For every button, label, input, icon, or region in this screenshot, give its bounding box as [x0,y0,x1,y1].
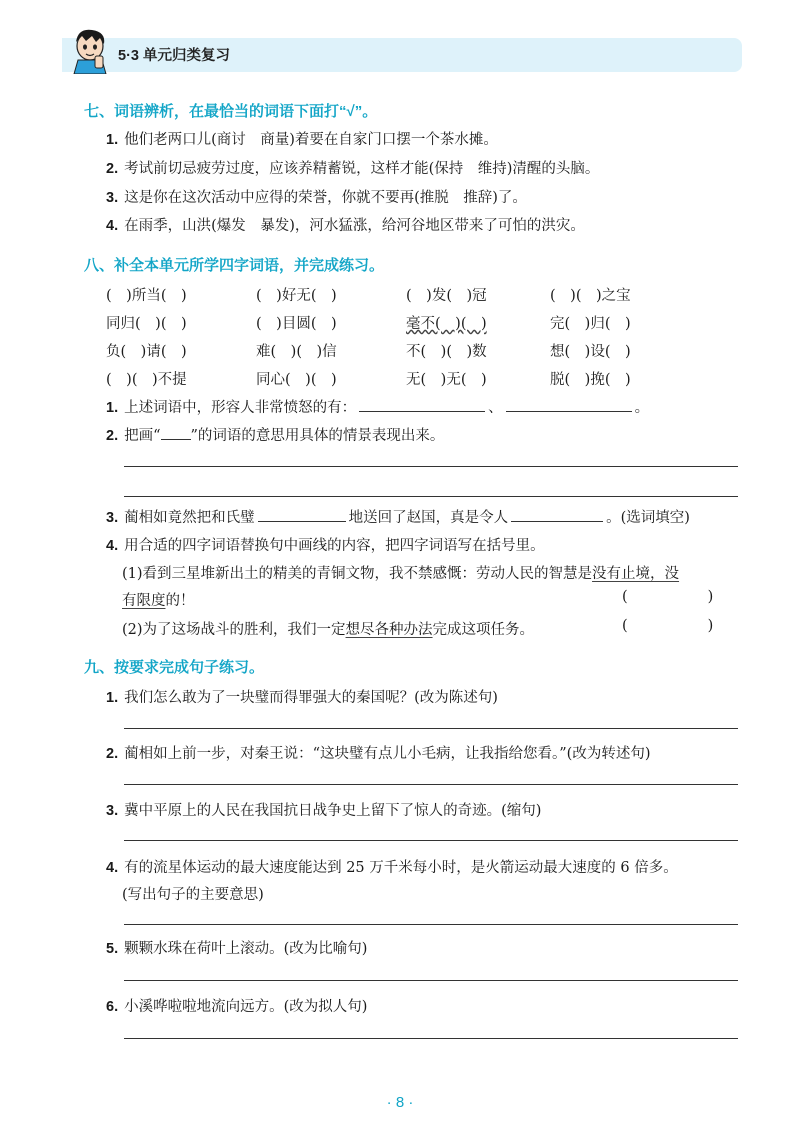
q4-answer-paren-1[interactable] [622,589,713,605]
answer-line[interactable] [124,784,738,785]
wavy-mark-sample [161,426,191,440]
q4-s2-text: (2)为了这场战斗的胜利，我们一定 [122,622,346,638]
item-number: 4. [106,860,119,876]
section7-item-4 [106,214,585,235]
q4-s1-underlined: 没有止境，没 [592,566,680,582]
paren-open: ( [622,589,628,605]
item-number: 2. [106,161,119,177]
item-text: 我们怎么敢为了一块璧而得罪强大的秦国呢？(改为陈述句) [124,690,498,706]
answer-line[interactable] [124,496,738,497]
q1-text: 上述词语中，形容人非常愤怒的有： [124,400,357,416]
paren-close: ) [707,618,714,634]
item-text: 他们老两口儿(商讨 商量)着要在自家门口摆一个茶水摊。 [124,132,498,148]
item-text: 蔺相如上前一步，对秦王说：“这块璧有点儿小毛病，让我指给您看。”(改为转述句) [124,746,651,762]
answer-line[interactable] [124,466,738,467]
answer-line[interactable] [124,1038,738,1039]
idiom-cell[interactable]: 同归( )( ) [106,316,187,332]
section9-item-3 [106,799,541,820]
answer-line[interactable] [124,924,738,925]
item-number: 1. [106,690,119,706]
item-number: 1. [106,132,119,148]
idiom-cell[interactable]: 完( )归( ) [550,316,631,332]
section9-item-1 [106,686,498,707]
idiom-cell[interactable]: 想( )设( ) [550,344,631,360]
item-text: 在雨季，山洪(爆发 暴发)，河水猛涨，给河谷地区带来了可怕的洪灾。 [124,218,585,234]
q4-text: 用合适的四字词语替换句中画线的内容，把四字词语写在括号里。 [124,538,545,554]
section9-item-5 [106,937,367,958]
mascot-boy-icon [68,26,112,74]
item-number: 5. [106,941,119,957]
answer-blank[interactable] [258,508,346,522]
q4-s2-end: 完成这项任务。 [432,622,535,638]
answer-blank[interactable] [506,398,632,412]
item-number: 2. [106,428,119,444]
item-text: 颗颗水珠在荷叶上滚动。(改为比喻句) [124,941,368,957]
header-title: 5·3 单元归类复习 [118,48,230,64]
item-text: 考试前切忌疲劳过度，应该养精蓄锐，这样才能(保持 维持)清醒的头脑。 [124,161,600,177]
q1-separator: 、 [488,400,503,416]
idiom-cell[interactable]: 脱( )挽( ) [550,372,631,388]
q4-sentence-1-cont [122,589,195,610]
idiom-cell[interactable]: 负( )请( ) [106,344,187,360]
item-text: 冀中平原上的人民在我国抗日战争史上留下了惊人的奇迹。(缩句) [124,803,542,819]
section9-item-4 [106,856,678,877]
q4-s2-underlined: 想尽各种办法 [345,622,433,638]
item-text-cont: (写出句子的主要意思) [122,887,264,903]
section8-q4 [106,534,545,555]
idiom-cell[interactable]: ( )所当( ) [106,288,187,304]
section8-title: 八、补全本单元所学四字词语，并完成练习。 [84,257,385,274]
section9-item-2 [106,742,650,763]
q4-sentence-1 [122,562,679,583]
idiom-cell[interactable]: ( )( )之宝 [550,288,631,304]
q2-pre: 把画“ [124,428,161,444]
section7-item-2 [106,157,599,178]
q3-text-b: 地送回了赵国，真是令人 [348,510,509,526]
q4-s1-underlined-2: 有限度 [122,593,166,609]
item-number: 1. [106,400,119,416]
idiom-cell[interactable]: ( )发( )冠 [406,288,487,304]
idiom-cell[interactable]: 难( )( )信 [256,344,337,360]
item-number: 3. [106,190,119,206]
q3-text-a: 蔺相如竟然把和氏璧 [124,510,255,526]
item-text: 小溪哗啦啦地流向远方。(改为拟人句) [124,999,368,1015]
idiom-cell[interactable]: 同心( )( ) [256,372,337,388]
item-number: 3. [106,510,119,526]
page-number: · 8 · [386,1094,414,1111]
q4-s1-end: 的！ [165,593,195,609]
idiom-cell[interactable]: 不( )( )数 [406,344,487,360]
answer-line[interactable] [124,980,738,981]
item-text: 有的流星体运动的最大速度能达到 25 万千米每小时，是火箭运动最大速度的 6 倍多。 [124,860,678,876]
q4-answer-paren-2[interactable] [622,618,713,634]
q4-sentence-2 [122,618,534,639]
item-number: 4. [106,538,119,554]
section7-item-3 [106,186,527,207]
idiom-cell[interactable]: 无( )无( ) [406,372,487,388]
section9-item-4-cont [122,883,264,904]
answer-blank[interactable] [511,508,603,522]
paren-open: ( [622,618,628,634]
q3-text-c: 。(选词填空) [606,510,690,526]
idiom-cell[interactable]: ( )( )不提 [106,372,187,388]
idiom-cell[interactable]: ( )好无( ) [256,288,337,304]
answer-blank[interactable] [359,398,485,412]
idiom-cell[interactable]: ( )目圆( ) [256,316,337,332]
section9-title: 九、按要求完成句子练习。 [84,659,265,676]
section7-item-1 [106,128,498,149]
section7-title: 七、词语辨析，在最恰当的词语下面打“√”。 [84,103,378,120]
item-number: 6. [106,999,119,1015]
section8-q2 [106,424,444,445]
section9-item-6 [106,995,367,1016]
q2-post: ”的词语的意思用具体的情景表现出来。 [190,428,445,444]
section8-q3 [106,506,690,527]
item-text: 这是你在这次活动中应得的荣誉，你就不要再(推脱 推辞)了。 [124,190,527,206]
q4-s1-text: (1)看到三星堆新出土的精美的青铜文物，我不禁感慨：劳动人民的智慧是 [122,566,593,582]
idiom-cell-underlined[interactable]: 毫不( )( ) [406,316,487,332]
paren-close: ) [707,589,714,605]
q1-end: 。 [634,400,650,416]
section8-q1 [106,396,649,417]
answer-line[interactable] [124,840,738,841]
answer-line[interactable] [124,728,738,729]
item-number: 3. [106,803,119,819]
item-number: 2. [106,746,119,762]
item-number: 4. [106,218,119,234]
